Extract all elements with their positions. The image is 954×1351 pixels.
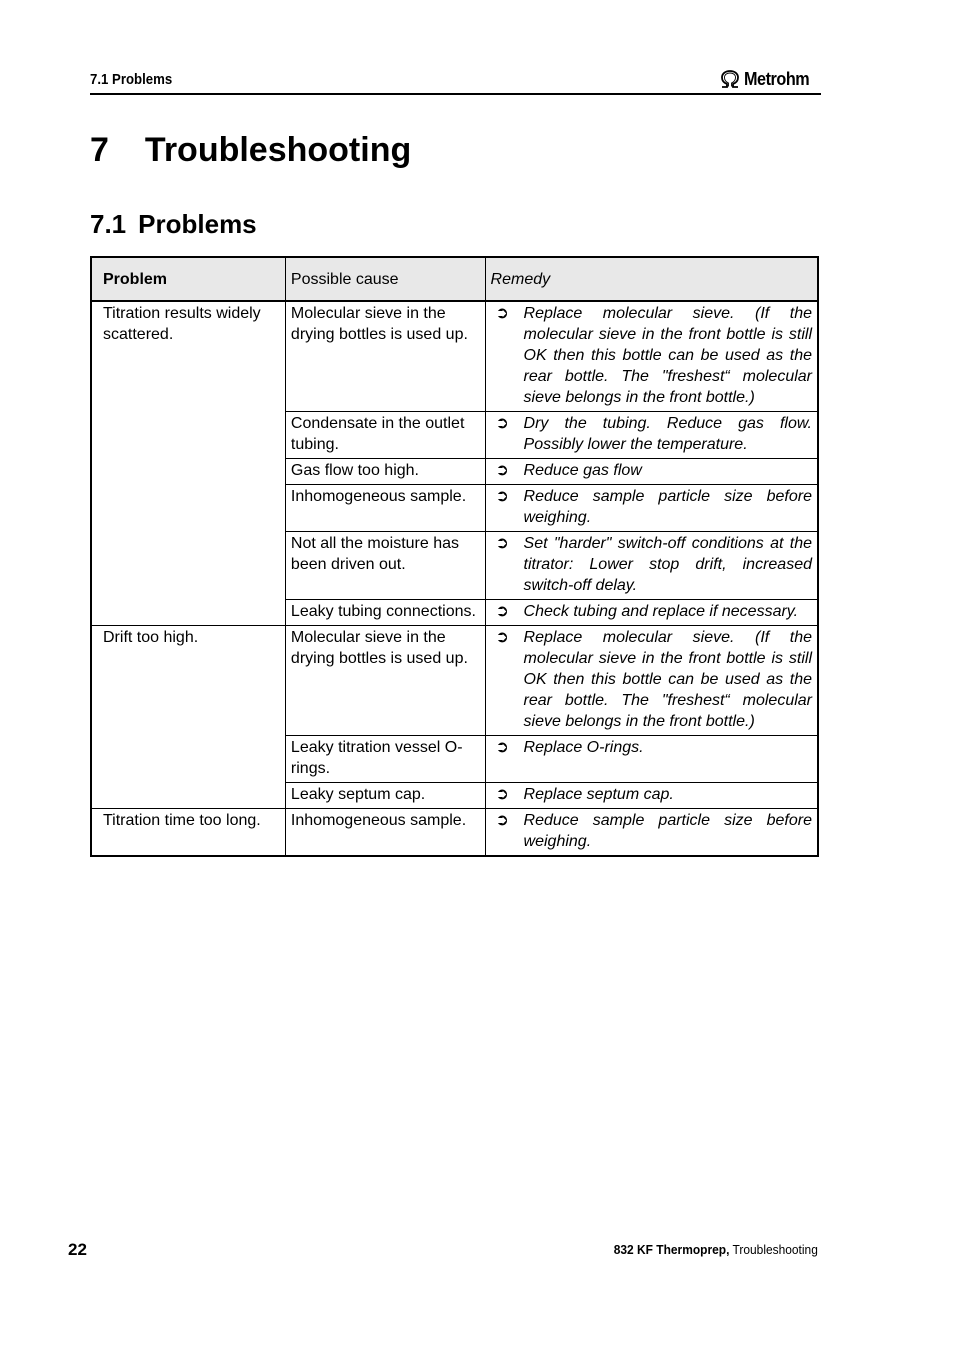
footer-product: 832 KF Thermoprep, [613, 1242, 730, 1257]
cause-cell: Gas flow too high. [285, 459, 485, 485]
remedy-item [491, 737, 812, 758]
remedy-text: Reduce sample particle size before weighing. [523, 488, 812, 526]
arrow-bullet-icon: ➲ [495, 629, 509, 646]
remedy-cell [485, 532, 818, 600]
arrow-bullet-icon: ➲ [495, 462, 509, 479]
cause-cell: Not all the moisture has been driven out. [285, 532, 485, 600]
remedy-item [491, 784, 812, 805]
table-row [91, 301, 818, 412]
chapter-heading [90, 131, 411, 170]
chapter-number: 7 [90, 131, 109, 169]
header-problem: Problem [91, 257, 285, 301]
remedy-cell [485, 783, 818, 809]
table-header-row [91, 257, 818, 301]
remedy-item [491, 460, 812, 481]
remedy-text: Replace molecular sieve. (If the molecular sieve in the front bottle is still OK then this bottle can be used as the rear bottle. The "freshest“ molecular sieve belongs in the front bottle.) [523, 629, 812, 730]
section-title: Problems [138, 209, 257, 239]
remedy-text: Reduce gas flow [523, 462, 642, 479]
remedy-text: Replace molecular sieve. (If the molecular sieve in the front bottle is still OK then this bottle can be used as the rear bottle. The "freshest“ molecular sieve belongs in the front bottle.) [523, 305, 812, 406]
cause-cell: Molecular sieve in the drying bottles is used up. [285, 626, 485, 736]
arrow-bullet-icon: ➲ [495, 812, 509, 829]
remedy-cell [485, 412, 818, 459]
problem-cell: Titration results widely scattered. [91, 301, 285, 626]
arrow-bullet-icon: ➲ [495, 305, 509, 322]
chapter-title: Troubleshooting [144, 131, 412, 169]
arrow-bullet-icon: ➲ [495, 739, 509, 756]
cause-cell: Inhomogeneous sample. [285, 809, 485, 857]
remedy-cell [485, 736, 818, 783]
remedy-text: Set "harder" switch-off conditions at the titrator: Lower stop drift, increased switch-off delay. [523, 535, 812, 594]
cause-cell: Leaky tubing connections. [285, 600, 485, 626]
remedy-cell [485, 485, 818, 532]
cause-cell: Molecular sieve in the drying bottles is used up. [285, 301, 485, 412]
remedy-cell [485, 809, 818, 857]
section-number: 7.1 [90, 209, 127, 239]
arrow-bullet-icon: ➲ [495, 603, 509, 620]
header-remedy: Remedy [485, 257, 818, 301]
problem-cell: Drift too high. [91, 626, 285, 809]
remedy-item [491, 601, 812, 622]
remedy-item [491, 627, 812, 732]
remedy-item [491, 533, 812, 596]
problem-cell: Titration time too long. [91, 809, 285, 857]
section-heading [90, 209, 257, 240]
remedy-text: Replace O-rings. [523, 739, 644, 756]
brand-name: Metrohm [744, 68, 810, 89]
cause-cell: Leaky titration vessel O-rings. [285, 736, 485, 783]
remedy-text: Reduce sample particle size before weighing. [523, 812, 812, 850]
cause-cell: Inhomogeneous sample. [285, 485, 485, 532]
arrow-bullet-icon: ➲ [495, 415, 509, 432]
troubleshooting-table [90, 256, 819, 857]
remedy-cell [485, 459, 818, 485]
table-body [91, 301, 818, 856]
remedy-item [491, 303, 812, 408]
table-row [91, 626, 818, 736]
footer-section: Troubleshooting [732, 1242, 818, 1257]
metrohm-logo [719, 68, 817, 90]
arrow-bullet-icon: ➲ [495, 535, 509, 552]
arrow-bullet-icon: ➲ [495, 488, 509, 505]
remedy-text: Dry the tubing. Reduce gas flow. Possibly lower the temperature. [523, 415, 812, 453]
remedy-text: Check tubing and replace if necessary. [523, 603, 799, 620]
remedy-cell [485, 600, 818, 626]
remedy-item [491, 486, 812, 528]
remedy-cell [485, 626, 818, 736]
remedy-item [491, 810, 812, 852]
running-header-section: 7.1 Problems [90, 71, 173, 88]
page-number: 22 [68, 1240, 87, 1259]
cause-cell: Leaky septum cap. [285, 783, 485, 809]
remedy-text: Replace septum cap. [523, 786, 674, 803]
remedy-item [491, 413, 812, 455]
header-rule [90, 93, 821, 95]
arrow-bullet-icon: ➲ [495, 786, 509, 803]
remedy-cell [485, 301, 818, 412]
omega-icon [719, 69, 741, 89]
header-cause: Possible cause [285, 257, 485, 301]
footer-document-title [614, 1242, 818, 1257]
cause-cell: Condensate in the outlet tubing. [285, 412, 485, 459]
table-row [91, 809, 818, 857]
